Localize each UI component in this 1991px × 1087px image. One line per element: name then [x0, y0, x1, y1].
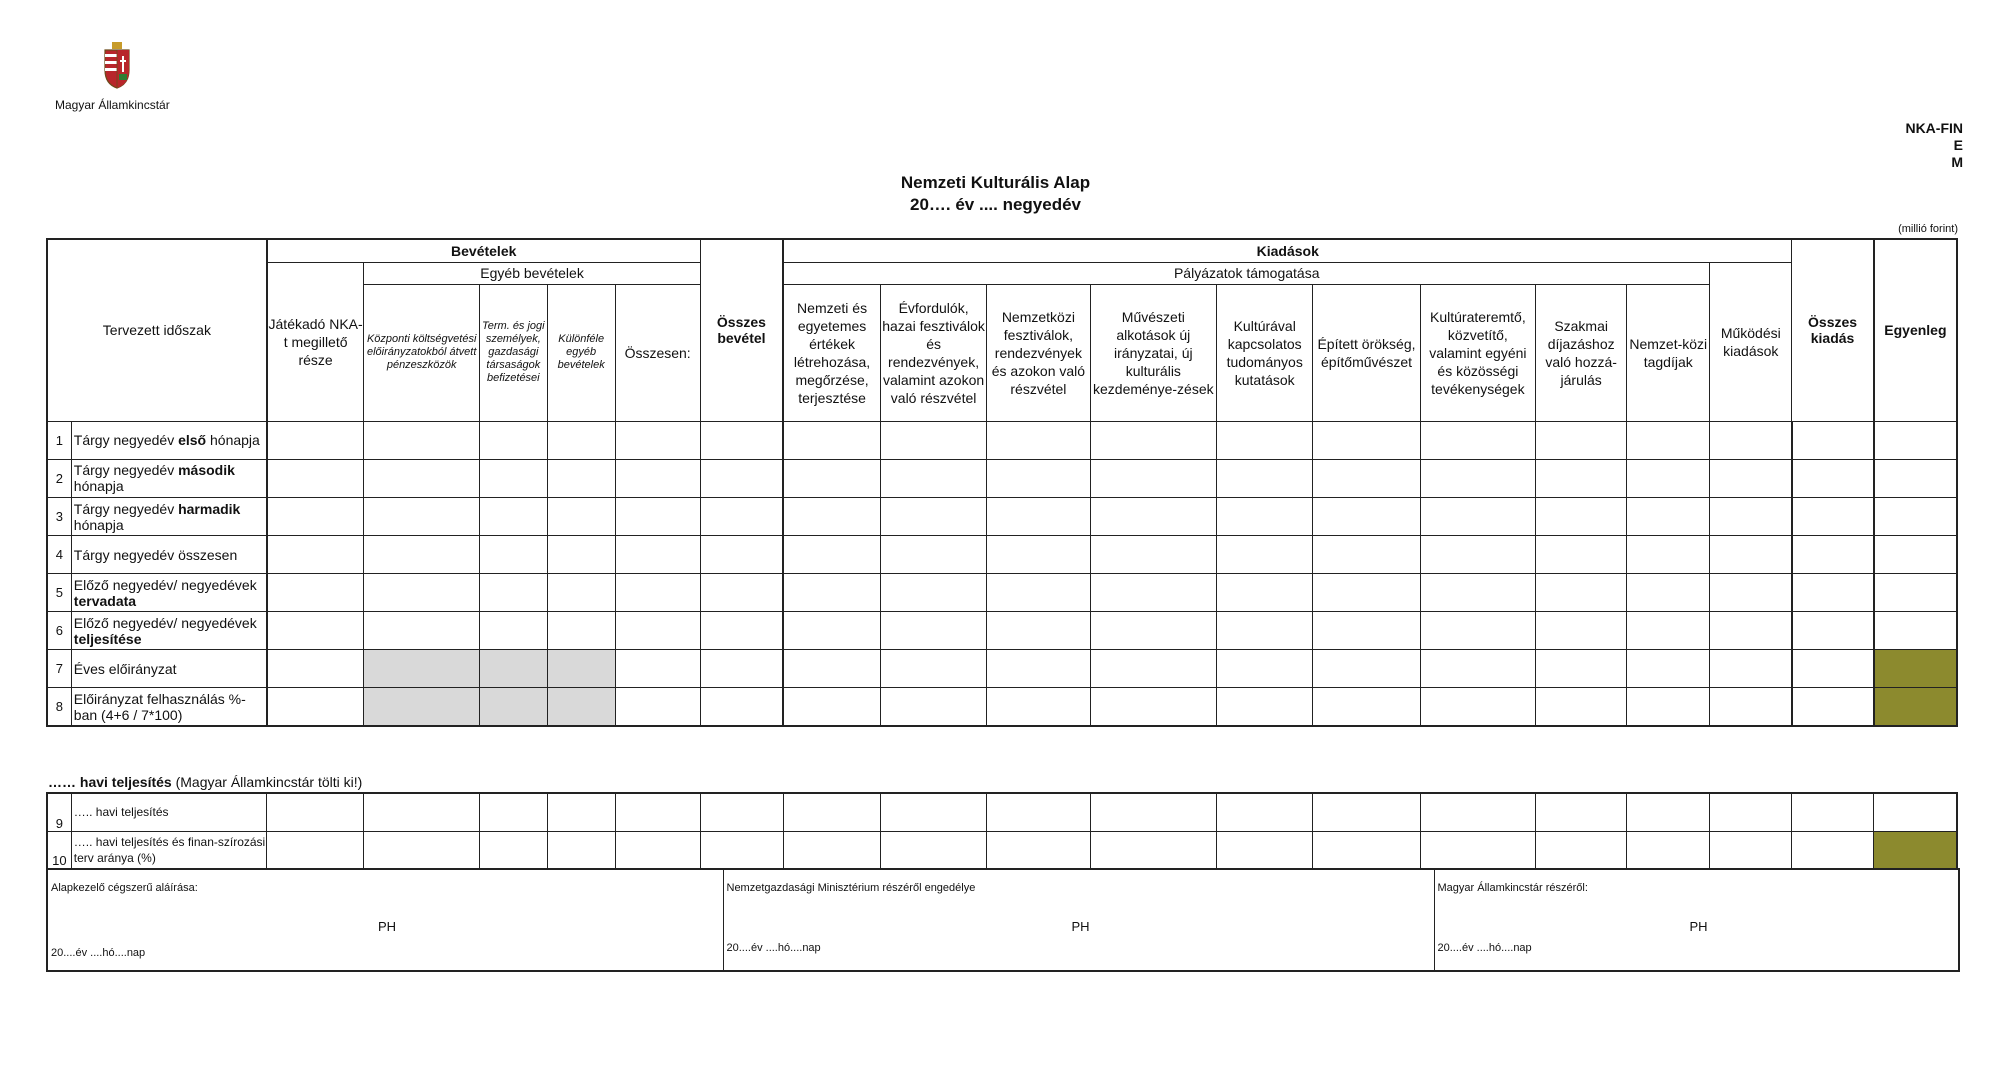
data-cell[interactable]	[880, 421, 986, 459]
data-cell[interactable]	[479, 459, 547, 497]
table-row	[47, 688, 1957, 726]
form-code-line: M	[1951, 154, 1963, 170]
signature-cell-ministry[interactable]	[723, 869, 1434, 972]
row-label-emphasis: második	[178, 462, 235, 479]
total-revenue-header: Összes bevétel	[700, 239, 783, 421]
revenues-header: Bevételek	[267, 239, 700, 262]
data-cell[interactable]	[1536, 498, 1627, 536]
data-cell[interactable]	[783, 793, 880, 831]
data-cell[interactable]	[1420, 574, 1535, 612]
budget-table	[46, 238, 1958, 727]
data-cell[interactable]	[615, 612, 700, 650]
data-cell[interactable]	[1420, 831, 1535, 869]
row-label-suffix: hónapja	[73, 516, 124, 533]
row-number: 2	[47, 459, 71, 497]
signature-cell-treasury[interactable]	[1434, 869, 1959, 972]
row-label-emphasis: teljesítése	[73, 630, 142, 647]
data-cell[interactable]	[364, 421, 479, 459]
data-cell[interactable]	[1710, 459, 1792, 497]
data-cell[interactable]	[615, 459, 700, 497]
data-cell[interactable]	[1090, 650, 1217, 688]
data-cell[interactable]	[880, 498, 986, 536]
data-cell[interactable]	[880, 831, 986, 869]
data-cell[interactable]	[1090, 536, 1217, 574]
grants-header: Pályázatok támogatása	[783, 262, 1710, 284]
stamp-placeholder: PH	[378, 919, 397, 934]
row-label	[71, 650, 266, 688]
data-cell[interactable]	[1090, 574, 1217, 612]
data-cell[interactable]	[1420, 536, 1535, 574]
row-label	[71, 612, 266, 650]
data-cell[interactable]	[1420, 498, 1535, 536]
data-cell[interactable]	[880, 650, 986, 688]
row-label-text: Előző negyedév/ negyedévek	[73, 576, 257, 593]
row-label	[71, 688, 266, 726]
data-cell[interactable]	[267, 498, 364, 536]
data-cell[interactable]	[987, 650, 1090, 688]
data-cell[interactable]	[364, 612, 479, 650]
data-cell[interactable]	[615, 793, 700, 831]
data-cell[interactable]	[547, 459, 615, 497]
data-cell[interactable]	[1313, 650, 1420, 688]
data-cell[interactable]	[783, 831, 880, 869]
data-cell[interactable]	[1313, 459, 1420, 497]
data-cell[interactable]	[267, 612, 364, 650]
data-cell[interactable]	[1710, 536, 1792, 574]
form-code-line: NKA-FIN	[1905, 120, 1963, 136]
row-number: 4	[47, 536, 71, 574]
data-cell[interactable]	[700, 498, 783, 536]
data-cell[interactable]	[987, 793, 1090, 831]
data-cell[interactable]	[479, 536, 547, 574]
data-cell[interactable]	[1420, 421, 1535, 459]
row-label-text: Tárgy negyedév	[73, 500, 179, 517]
data-cell[interactable]	[1090, 612, 1217, 650]
data-cell[interactable]	[1090, 793, 1217, 831]
grant-col-header: Nemzet-közi tagdíjak	[1627, 284, 1710, 421]
row-label-text: Éves előirányzat	[73, 660, 177, 677]
data-cell[interactable]	[479, 688, 547, 726]
data-cell[interactable]	[479, 421, 547, 459]
row-label-text: Előirányzat felhasználás %-ban (4+6 / 7*100)	[73, 690, 246, 723]
data-cell[interactable]	[364, 574, 479, 612]
data-cell[interactable]	[1313, 612, 1420, 650]
misc-revenues-header: Különféle egyéb bevételek	[547, 284, 615, 421]
data-cell[interactable]	[267, 793, 364, 831]
data-cell[interactable]	[1313, 536, 1420, 574]
data-cell[interactable]	[267, 650, 364, 688]
data-cell[interactable]	[1313, 498, 1420, 536]
table-row	[47, 421, 1957, 459]
data-cell[interactable]	[783, 688, 880, 726]
data-cell[interactable]	[267, 574, 364, 612]
data-cell[interactable]	[1627, 574, 1710, 612]
grant-col-header: Épített örökség, építőművészet	[1313, 284, 1420, 421]
data-cell[interactable]	[1313, 421, 1420, 459]
data-cell[interactable]	[1090, 498, 1217, 536]
data-cell[interactable]	[615, 650, 700, 688]
data-cell[interactable]	[700, 536, 783, 574]
data-cell[interactable]	[1420, 793, 1535, 831]
data-cell[interactable]	[1792, 650, 1874, 688]
data-cell[interactable]	[615, 536, 700, 574]
table-row	[47, 574, 1957, 612]
data-cell[interactable]	[547, 498, 615, 536]
table-row	[47, 459, 1957, 497]
data-cell[interactable]	[1710, 688, 1792, 726]
row-number: 1	[47, 421, 71, 459]
data-cell[interactable]	[1536, 459, 1627, 497]
monthly-performance-table	[46, 792, 1958, 870]
signature-date: 20....év ....hó....nap	[51, 947, 146, 959]
data-cell[interactable]	[1874, 612, 1957, 650]
table-row	[47, 650, 1957, 688]
data-cell[interactable]	[364, 459, 479, 497]
data-cell[interactable]	[1217, 688, 1313, 726]
data-cell[interactable]	[700, 688, 783, 726]
title-line-1: Nemzeti Kulturális Alap	[900, 173, 1091, 192]
grant-col-header: Kultúrateremtő, közvetítő, valamint egyéni és közösségi tevékenységek	[1420, 284, 1535, 421]
data-cell[interactable]	[880, 536, 986, 574]
row-number: 6	[47, 612, 71, 650]
data-cell[interactable]	[1710, 421, 1792, 459]
data-cell[interactable]	[267, 421, 364, 459]
data-cell[interactable]	[479, 793, 547, 831]
row-label: ….. havi teljesítés	[71, 793, 266, 831]
table-row	[47, 831, 1957, 869]
data-cell[interactable]	[987, 498, 1090, 536]
row-label	[71, 536, 266, 574]
data-cell[interactable]	[615, 831, 700, 869]
data-cell[interactable]	[1627, 793, 1710, 831]
data-cell[interactable]	[1420, 612, 1535, 650]
row-number: 3	[47, 498, 71, 536]
data-cell[interactable]	[783, 574, 880, 612]
data-cell[interactable]	[547, 574, 615, 612]
data-cell[interactable]	[1792, 688, 1874, 726]
row-label	[71, 459, 266, 497]
data-cell[interactable]	[783, 498, 880, 536]
data-cell[interactable]	[700, 574, 783, 612]
data-cell[interactable]	[267, 831, 364, 869]
data-cell[interactable]	[364, 536, 479, 574]
data-cell[interactable]	[1627, 650, 1710, 688]
data-cell[interactable]	[1536, 650, 1627, 688]
data-cell[interactable]	[1792, 459, 1874, 497]
data-cell[interactable]	[1090, 459, 1217, 497]
data-cell[interactable]	[1536, 612, 1627, 650]
data-cell[interactable]	[1313, 688, 1420, 726]
data-cell[interactable]	[547, 688, 615, 726]
row-label-suffix: hónapja	[206, 432, 260, 449]
data-cell[interactable]	[364, 793, 479, 831]
data-cell[interactable]	[1536, 831, 1627, 869]
data-cell[interactable]	[1874, 498, 1957, 536]
stamp-placeholder: PH	[1071, 919, 1090, 934]
data-cell[interactable]	[1874, 421, 1957, 459]
grant-col-header: Nemzeti és egyetemes értékek létrehozása, megőrzése, terjesztése	[783, 284, 880, 421]
data-cell[interactable]	[547, 831, 615, 869]
data-cell[interactable]	[1792, 612, 1874, 650]
data-cell[interactable]	[987, 459, 1090, 497]
contributions-header: Term. és jogi személyek, gazdasági társaságok befizetései	[479, 284, 547, 421]
data-cell[interactable]	[1792, 498, 1874, 536]
data-cell[interactable]	[1536, 574, 1627, 612]
grant-col-header: Évfordulók, hazai fesztiválok és rendezvények, valamint azokon való részvétel	[880, 284, 986, 421]
row-label: ….. havi teljesítés és finan-szírozási terv aránya (%)	[71, 831, 266, 869]
data-cell[interactable]	[1217, 421, 1313, 459]
data-cell[interactable]	[1710, 612, 1792, 650]
data-cell[interactable]	[267, 459, 364, 497]
data-cell[interactable]	[1217, 536, 1313, 574]
data-cell[interactable]	[1627, 612, 1710, 650]
data-cell[interactable]	[1420, 459, 1535, 497]
row-label-emphasis: tervadata	[73, 592, 137, 609]
revenue-subtotal-header: Összesen:	[615, 284, 700, 421]
data-cell[interactable]	[547, 612, 615, 650]
data-cell[interactable]	[479, 574, 547, 612]
signature-label: Magyar Államkincstár részéről:	[1437, 882, 1588, 894]
data-cell[interactable]	[1536, 793, 1627, 831]
data-cell[interactable]	[1792, 793, 1874, 831]
data-cell[interactable]	[547, 793, 615, 831]
data-cell[interactable]	[700, 831, 783, 869]
data-cell[interactable]	[1710, 793, 1792, 831]
data-cell[interactable]	[547, 650, 615, 688]
data-cell[interactable]	[615, 688, 700, 726]
signature-cell-fund-manager[interactable]	[47, 869, 723, 972]
signature-label: Alapkezelő cégszerű aláírása:	[51, 882, 198, 894]
data-cell[interactable]	[615, 574, 700, 612]
grant-col-header: Kultúrával kapcsolatos tudományos kutatások	[1217, 284, 1313, 421]
row-label-text: Tárgy negyedév összesen	[73, 546, 238, 563]
gaming-tax-header: Játékadó NKA-t megillető része	[267, 262, 364, 421]
data-cell[interactable]	[1627, 498, 1710, 536]
row-label	[71, 498, 266, 536]
table-row	[47, 793, 1957, 831]
row-number: 7	[47, 650, 71, 688]
grant-col-header: Nemzetközi fesztiválok, rendezvények és azokon való részvétel	[987, 284, 1090, 421]
data-cell[interactable]	[1420, 688, 1535, 726]
data-cell[interactable]	[783, 421, 880, 459]
data-cell[interactable]	[1710, 574, 1792, 612]
row-number: 9	[47, 793, 71, 831]
data-cell[interactable]	[783, 650, 880, 688]
data-cell[interactable]	[1627, 831, 1710, 869]
data-cell[interactable]	[1313, 831, 1420, 869]
unit-label: (millió forint)	[1898, 223, 1958, 235]
data-cell[interactable]	[1217, 793, 1313, 831]
central-budget-header: Központi költségvetési előirányzatokból átvett pénzeszközök	[364, 284, 479, 421]
row-number: 8	[47, 688, 71, 726]
data-cell[interactable]	[267, 536, 364, 574]
section-title-bold: …… havi teljesítés	[48, 774, 172, 790]
document-title	[0, 172, 1991, 216]
org-name: Magyar Államkincstár	[55, 98, 170, 112]
data-cell[interactable]	[615, 421, 700, 459]
data-cell[interactable]	[987, 688, 1090, 726]
data-cell[interactable]	[987, 612, 1090, 650]
title-line-2: 20…. év .... negyedév	[909, 195, 1082, 214]
data-cell[interactable]	[364, 498, 479, 536]
data-cell[interactable]	[1874, 536, 1957, 574]
data-cell[interactable]	[880, 688, 986, 726]
data-cell[interactable]	[987, 831, 1090, 869]
data-cell[interactable]	[1874, 793, 1957, 831]
data-cell[interactable]	[700, 421, 783, 459]
data-cell[interactable]	[1627, 421, 1710, 459]
data-cell[interactable]	[700, 612, 783, 650]
form-code-line: E	[1953, 137, 1963, 153]
row-number: 10	[47, 831, 71, 869]
data-cell[interactable]	[1874, 688, 1957, 726]
row-label-text: Tárgy negyedév	[73, 462, 179, 479]
row-label	[71, 421, 266, 459]
signature-block	[46, 868, 1960, 972]
data-cell[interactable]	[783, 612, 880, 650]
operating-expenses-header: Működési kiadások	[1710, 262, 1792, 421]
data-cell[interactable]	[1710, 650, 1792, 688]
data-cell[interactable]	[880, 459, 986, 497]
data-cell[interactable]	[547, 421, 615, 459]
table-row	[47, 498, 1957, 536]
data-cell[interactable]	[1874, 459, 1957, 497]
data-cell[interactable]	[1792, 831, 1874, 869]
data-cell[interactable]	[1710, 831, 1792, 869]
signature-date: 20....év ....hó....nap	[1437, 942, 1532, 954]
data-cell[interactable]	[1217, 574, 1313, 612]
data-cell[interactable]	[1627, 536, 1710, 574]
row-label-text: Előző negyedév/ negyedévek	[73, 614, 257, 631]
data-cell[interactable]	[700, 459, 783, 497]
signature-date: 20....év ....hó....nap	[726, 942, 821, 954]
data-cell[interactable]	[1874, 831, 1957, 869]
signature-label: Nemzetgazdasági Minisztérium részéről engedélye	[726, 882, 976, 894]
data-cell[interactable]	[1710, 498, 1792, 536]
data-cell[interactable]	[783, 459, 880, 497]
data-cell[interactable]	[880, 793, 986, 831]
row-label-emphasis: harmadik	[178, 500, 241, 517]
data-cell[interactable]	[267, 688, 364, 726]
data-cell[interactable]	[1090, 421, 1217, 459]
data-cell[interactable]	[479, 612, 547, 650]
grant-col-header: Szakmai díjazáshoz való hozzá-járulás	[1536, 284, 1627, 421]
data-cell[interactable]	[1090, 831, 1217, 869]
data-cell[interactable]	[700, 793, 783, 831]
data-cell[interactable]	[1792, 421, 1874, 459]
data-cell[interactable]	[1090, 688, 1217, 726]
section-title-note: (Magyar Államkincstár tölti ki!)	[171, 774, 363, 790]
data-cell[interactable]	[364, 831, 479, 869]
other-revenues-header: Egyéb bevételek	[364, 262, 700, 284]
data-cell[interactable]	[364, 688, 479, 726]
data-cell[interactable]	[1217, 459, 1313, 497]
data-cell[interactable]	[783, 536, 880, 574]
data-cell[interactable]	[987, 574, 1090, 612]
data-cell[interactable]	[615, 498, 700, 536]
total-expense-header: Összes kiadás	[1792, 239, 1874, 421]
data-cell[interactable]	[987, 536, 1090, 574]
data-cell[interactable]	[1536, 421, 1627, 459]
row-label-text: Tárgy negyedév	[73, 432, 179, 449]
row-number: 5	[47, 574, 71, 612]
form-code	[1905, 120, 1963, 171]
data-cell[interactable]	[1217, 498, 1313, 536]
row-label-suffix: hónapja	[73, 478, 124, 495]
data-cell[interactable]	[1536, 536, 1627, 574]
data-cell[interactable]	[1792, 574, 1874, 612]
data-cell[interactable]	[1792, 536, 1874, 574]
data-cell[interactable]	[364, 650, 479, 688]
period-header: Tervezett időszak	[47, 239, 267, 421]
table-row	[47, 536, 1957, 574]
data-cell[interactable]	[700, 650, 783, 688]
data-cell[interactable]	[479, 831, 547, 869]
data-cell[interactable]	[479, 498, 547, 536]
data-cell[interactable]	[1217, 612, 1313, 650]
data-cell[interactable]	[1217, 831, 1313, 869]
data-cell[interactable]	[987, 421, 1090, 459]
row-label-emphasis: első	[178, 432, 207, 449]
data-cell[interactable]	[1313, 793, 1420, 831]
table-row	[47, 612, 1957, 650]
data-cell[interactable]	[547, 536, 615, 574]
data-cell[interactable]	[1874, 574, 1957, 612]
stamp-placeholder: PH	[1689, 919, 1708, 934]
data-cell[interactable]	[880, 574, 986, 612]
expenses-header: Kiadások	[783, 239, 1792, 262]
data-cell[interactable]	[1627, 459, 1710, 497]
data-cell[interactable]	[880, 612, 986, 650]
monthly-section-title	[48, 774, 362, 790]
data-cell[interactable]	[479, 650, 547, 688]
data-cell[interactable]	[1420, 650, 1535, 688]
data-cell[interactable]	[1313, 574, 1420, 612]
coat-of-arms-logo	[97, 40, 137, 90]
data-cell[interactable]	[1217, 650, 1313, 688]
data-cell[interactable]	[1874, 650, 1957, 688]
data-cell[interactable]	[1536, 688, 1627, 726]
balance-header: Egyenleg	[1874, 239, 1957, 421]
row-label	[71, 574, 266, 612]
data-cell[interactable]	[1627, 688, 1710, 726]
grant-col-header: Művészeti alkotások új irányzatai, új kulturális kezdeménye-zések	[1090, 284, 1217, 421]
